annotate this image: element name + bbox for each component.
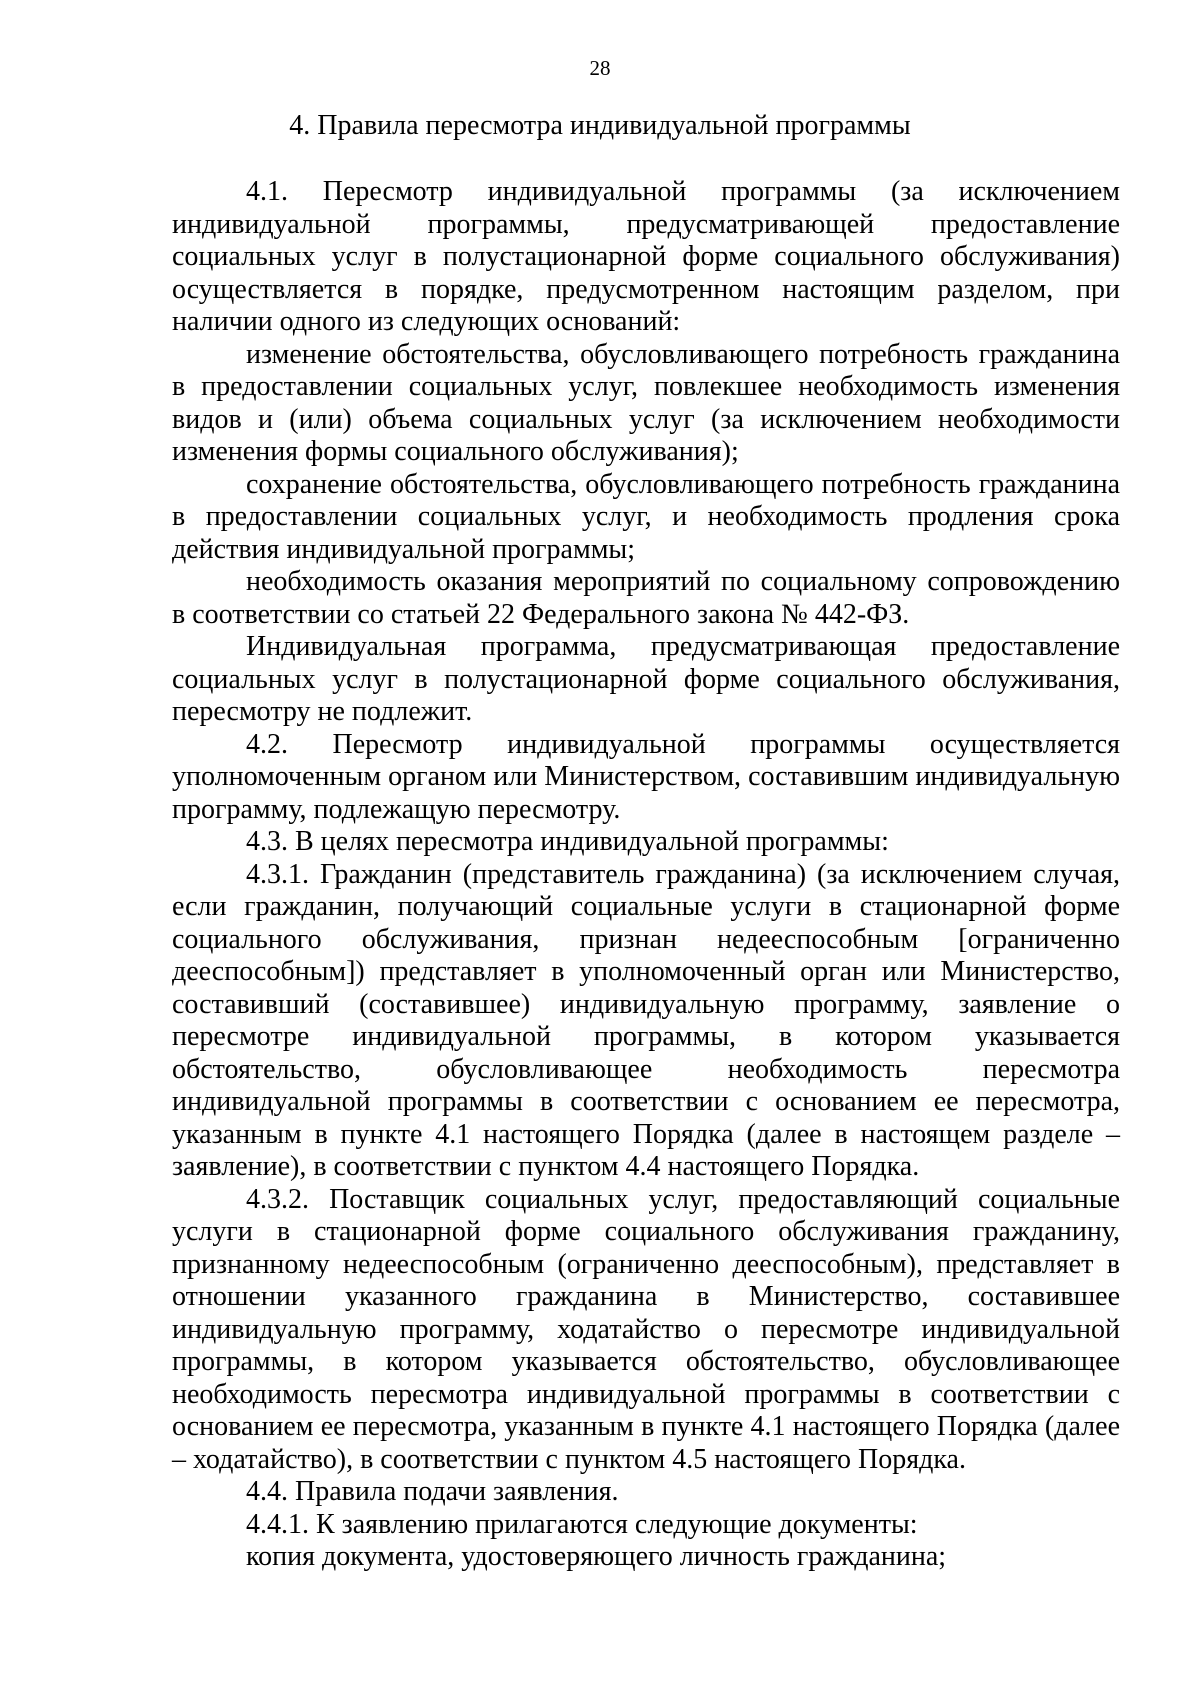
section-heading: 4. Правила пересмотра индивидуальной программы: [289, 110, 911, 141]
paragraph-4-3: 4.3. В целях пересмотра индивидуальной программы:: [246, 826, 889, 857]
paragraph-4-3-1: 4.3.1. Гражданин (представитель гражданина) (за исключением случая, если гражданин, получающий социальные услуги в стационарной форме социального обслуживания, признан недееспособным [ограниченно дееспособным]) представляет в уполномоченный орган или Министерство, составивший (составившее) индивидуальную программу, заявление о пересмотре индивидуальной программы, в котором указывается обстоятельство, обусловливающее необходимость пересмотра индивидуальной программы в соответствии с основанием ее пересмотра, указанным в пункте 4.1 настоящего Порядка (далее в настоящем разделе – заявление), в соответствии с пунктом 4.4 настоящего Порядка.: [172, 858, 1120, 1182]
paragraph-4-1: 4.1. Пересмотр индивидуальной программы (за исключением индивидуальной программы, предусматривающей предоставление социальных услуг в полустационарной форме социального обслуживания) осуществляется в порядке, предусмотренном настоящим разделом, при наличии одного из следующих оснований:: [172, 176, 1120, 337]
page-number: 28: [589, 56, 611, 80]
paragraph-semistationary-exception: Индивидуальная программа, предусматривающая предоставление социальных услуг в полустационарной форме социального обслуживания, пересмотру не подлежит.: [172, 631, 1120, 727]
paragraph-basis-support: необходимость оказания мероприятий по социальному сопровождению в соответствии со статьей 22 Федерального закона № 442-ФЗ.: [172, 566, 1120, 630]
paragraph-4-4: 4.4. Правила подачи заявления.: [246, 1476, 619, 1507]
paragraph-basis-preservation: сохранение обстоятельства, обусловливающего потребность гражданина в предоставлении социальных услуг, и необходимость продления срока действия индивидуальной программы;: [172, 468, 1120, 565]
paragraph-4-2: 4.2. Пересмотр индивидуальной программы осуществляется уполномоченным органом или Министерством, составившим индивидуальную программу, подлежащую пересмотру.: [172, 728, 1120, 825]
paragraph-basis-change: изменение обстоятельства, обусловливающего потребность гражданина в предоставлении социальных услуг, повлекшее необходимость изменения видов и (или) объема социальных услуг (за исключением необходимости изменения формы социального обслуживания);: [172, 338, 1120, 467]
paragraph-4-4-1: 4.4.1. К заявлению прилагаются следующие документы:: [246, 1508, 918, 1540]
document-body: [172, 176, 1120, 1574]
paragraph-4-3-2: 4.3.2. Поставщик социальных услуг, предоставляющий социальные услуги в стационарной форме социального обслуживания гражданину, признанному недееспособным (ограниченно дееспособным), представляет в отношении указанного гражданина в Министерство, составившее индивидуальную программу, ходатайство о пересмотре индивидуальной программы, в котором указывается обстоятельство, обусловливающее необходимость пересмотра индивидуальной программы в соответствии с основанием ее пересмотра, указанным в пункте 4.1 настоящего Порядка (далее – ходатайство), в соответствии с пунктом 4.5 настоящего Порядка.: [172, 1183, 1120, 1475]
paragraph-id-copy: копия документа, удостоверяющего личность гражданина;: [246, 1541, 947, 1572]
